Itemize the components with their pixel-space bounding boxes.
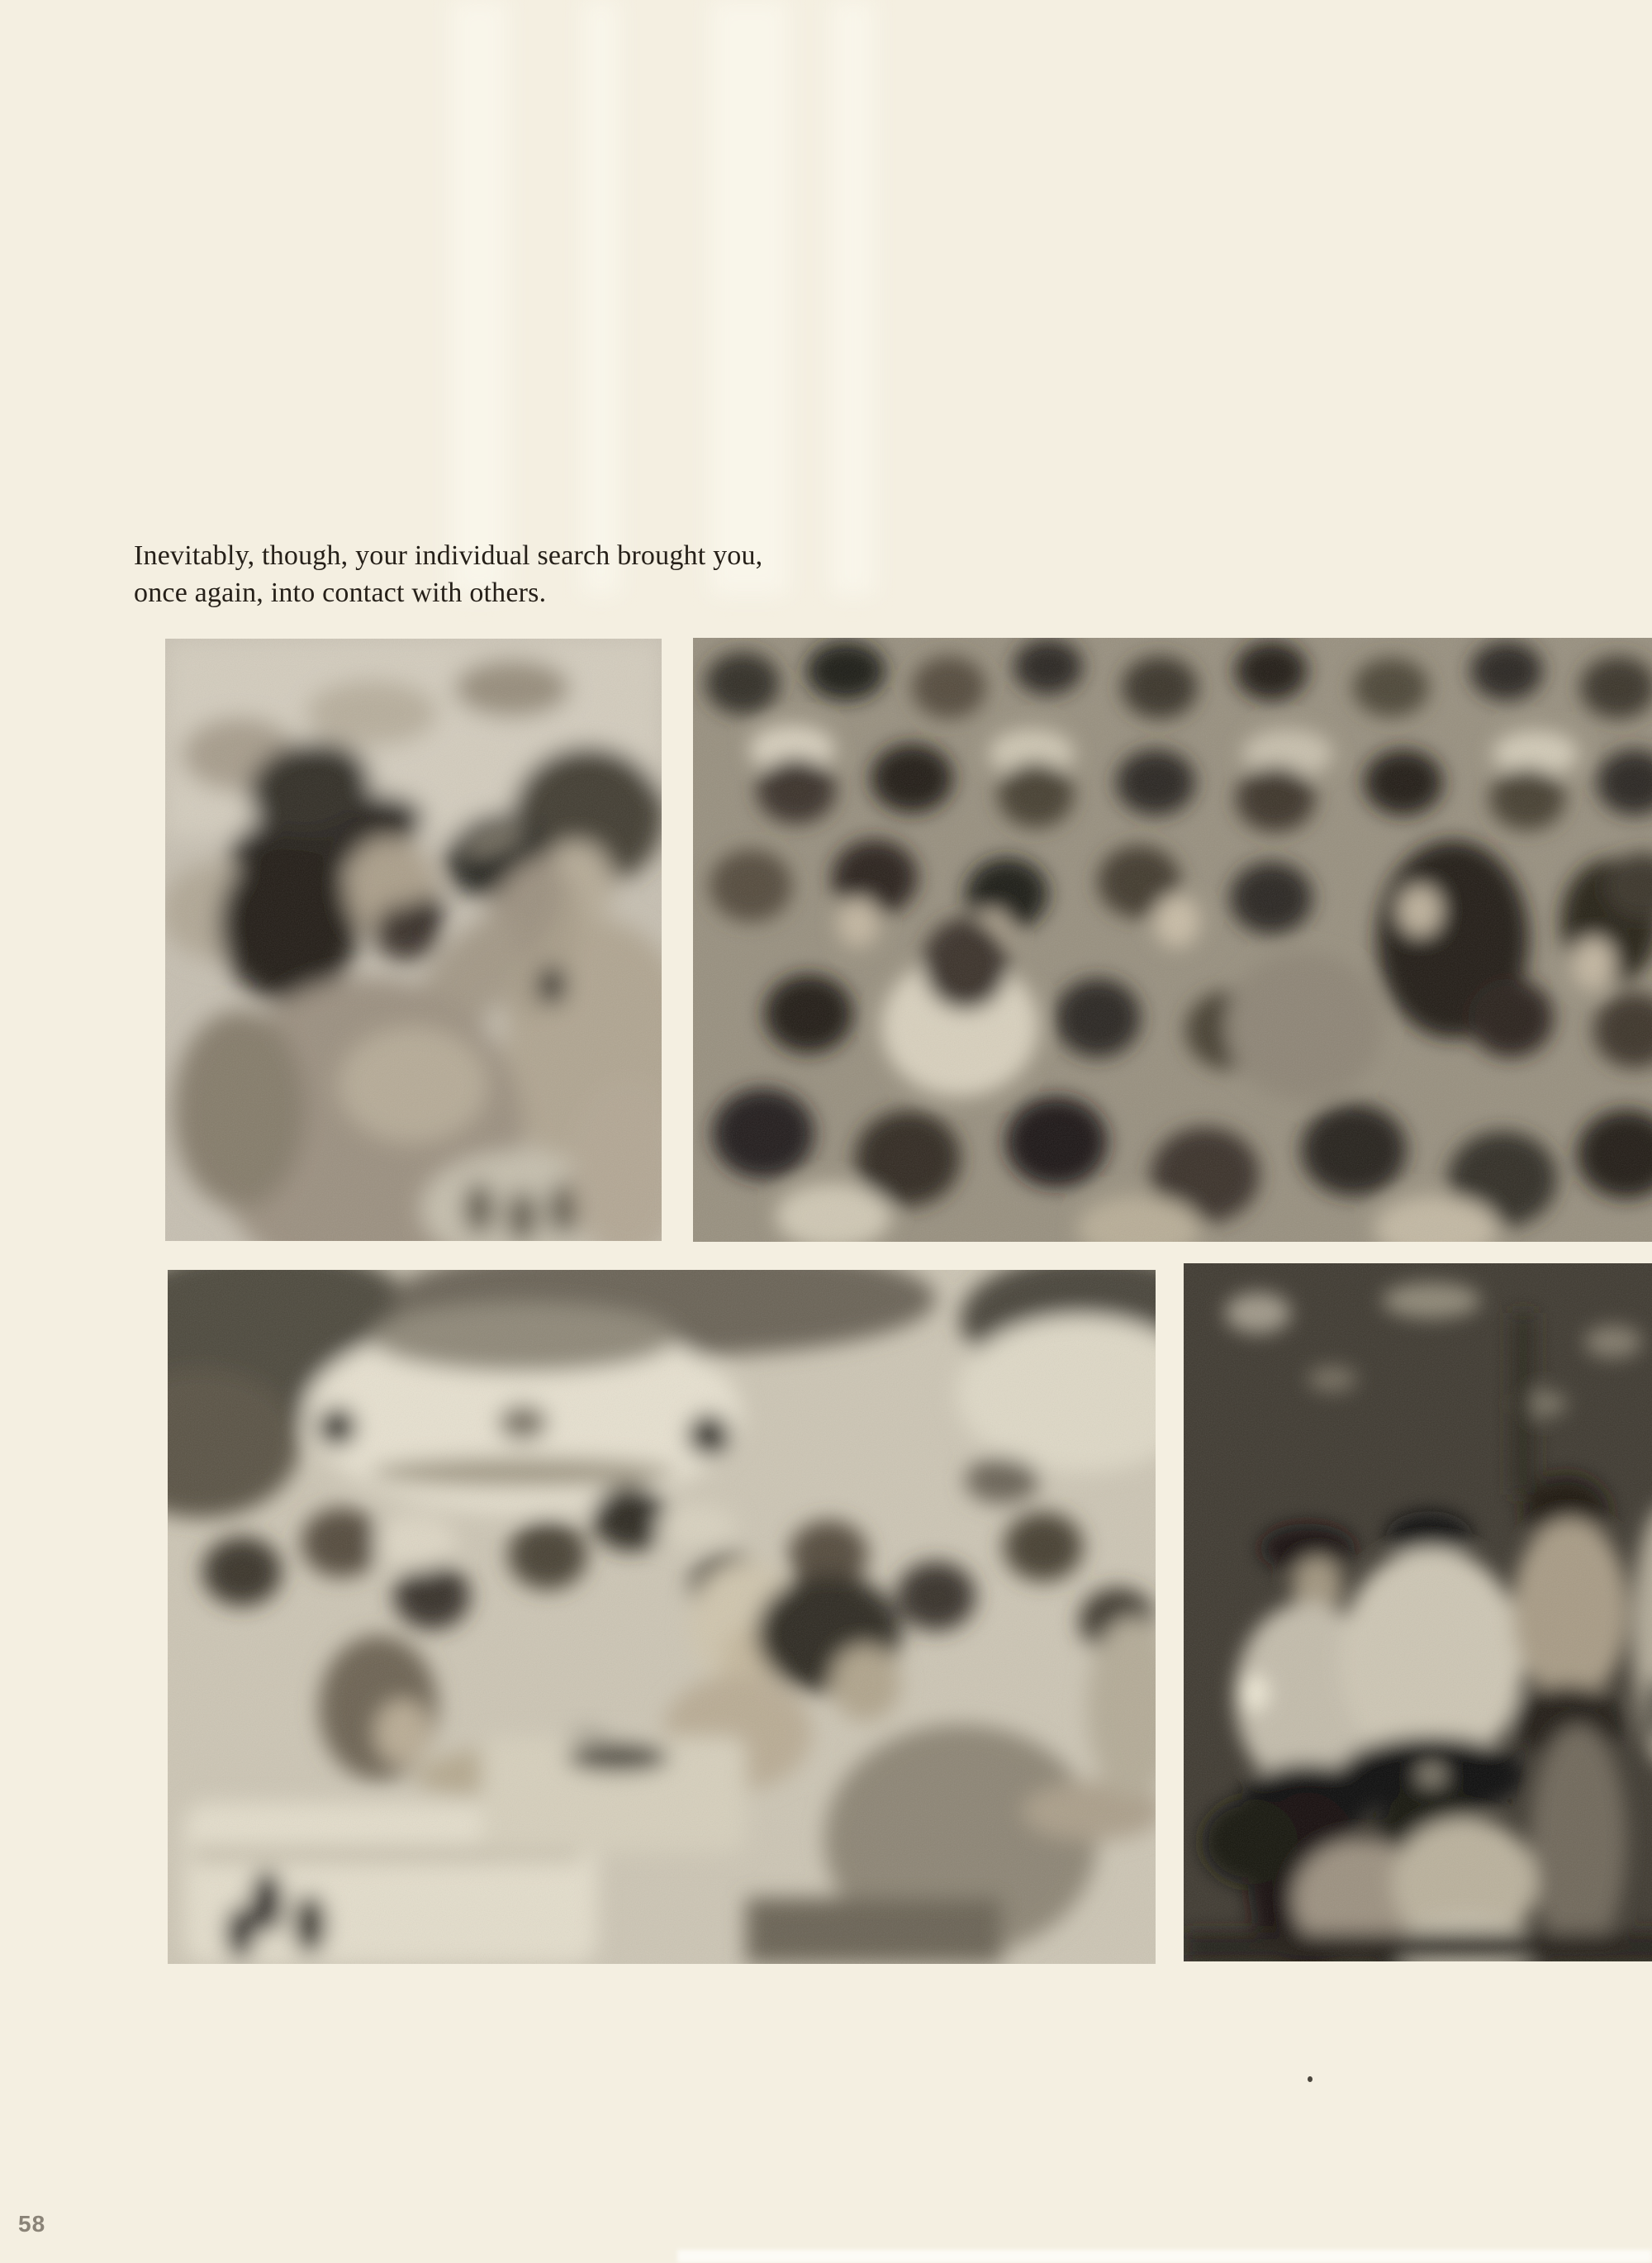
photo-auditorium-crowd-artwork	[693, 638, 1652, 1242]
caption	[134, 537, 762, 611]
photo-picnic-crowd	[168, 1270, 1156, 1964]
page-number: 58	[18, 2211, 46, 2237]
scan-streak	[710, 0, 789, 595]
photo-drinking-man	[165, 639, 662, 1241]
scan-edge-strip	[677, 2250, 1652, 2263]
photo-picnic-crowd-artwork	[168, 1270, 1156, 1964]
photo-drinking-man-artwork	[165, 639, 662, 1241]
scan-streak	[582, 0, 620, 595]
ink-speck	[1308, 2076, 1313, 2082]
caption-line-2: once again, into contact with others.	[134, 578, 547, 608]
caption-line-1: Inevitably, though, your individual search brought you,	[134, 540, 763, 571]
photo-police-officers	[1184, 1263, 1652, 1961]
scan-streak	[450, 0, 508, 595]
photo-police-officers-artwork	[1184, 1263, 1652, 1961]
photo-auditorium-crowd	[693, 638, 1652, 1242]
scan-streak	[830, 0, 876, 595]
